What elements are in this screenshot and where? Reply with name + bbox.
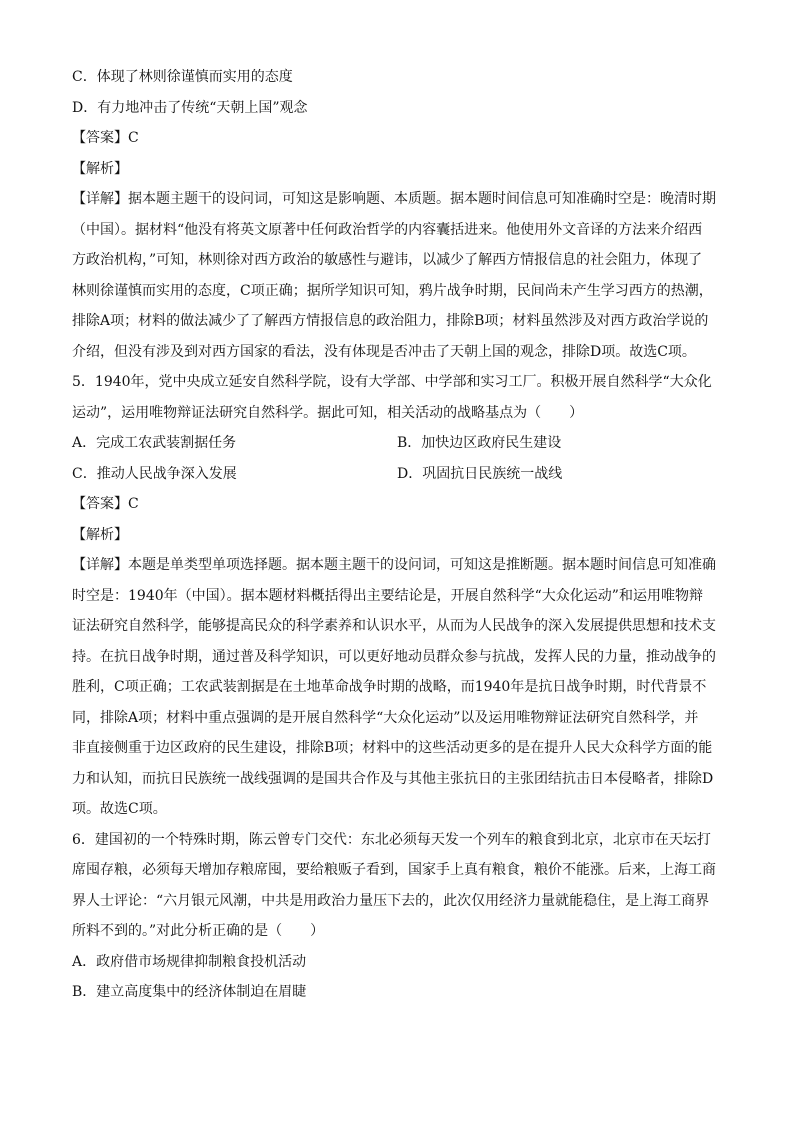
q5-stem-line: 5．1940年，党中央成立延安自然科学院，设有大学部、中学部和实习工厂。积极开展自然科学“大众化 — [72, 374, 712, 390]
q4-detail-line: 【详解】据本题主题干的设问词，可知这是影响题、本质题。据本题时间信息可知准确时空是：晚清时期 — [72, 191, 716, 207]
q5-detail-line: 力和认知，而抗日民族统一战线强调的是国共合作及与其他主张抗日的主张团结抗击日本侵略者，排除D — [72, 770, 714, 787]
q5-option-a: A．完成工农武装割据任务 — [72, 435, 237, 451]
q5-analysis-title: 【解析】 — [72, 526, 128, 543]
q5-answer: 【答案】C — [72, 496, 139, 512]
q5-options-row-2 — [72, 459, 722, 490]
q4-detail-line: 排除A项；材料的做法减少了了解西方情报信息的政治阻力，排除B项；材料虽然涉及对西方政治学说的 — [72, 313, 709, 329]
q6-stem — [72, 825, 722, 947]
q5-stem — [72, 367, 722, 428]
q4-analysis-title: 【解析】 — [72, 160, 128, 177]
q5-detail-line: 持。在抗日战争时期，通过普及科学知识，可以更好地动员群众参与抗战，发挥人民的力量，推动战争的 — [72, 648, 716, 665]
q4-detail-line: 介绍，但没有涉及到对西方国家的看法，没有体现是否冲击了天朝上国的观念，排除D项。故选C项。 — [72, 343, 696, 360]
q6-stem-line: 所料不到的。”对此分析正确的是（ ） — [72, 923, 325, 939]
q6-option-b: B．建立高度集中的经济体制迫在眉睫 — [72, 984, 307, 1000]
q4-detail-line: 方政治机构，”可知，林则徐对西方政治的敏感性与避讳，以减少了解西方情报信息的社会阻力，体现了 — [72, 252, 703, 268]
q5-detail-line: 胜利，C项正确；工农武装割据是在土地革命战争时期的战略，而1940年是抗日战争时期，时代背景不 — [72, 679, 707, 695]
q5-detail-line: 非直接侧重于边区政府的民生建设，排除B项；材料中的这些活动更多的是在提升人民大众科学方面的能 — [72, 740, 713, 756]
q5-detail — [72, 550, 722, 825]
q5-detail-line: 【详解】本题是单类型单项选择题。据本题主题干的设问词，可知这是推断题。据本题时间信息可知准确 — [72, 557, 716, 573]
q4-detail-line: （中国）。据材料“他没有将英文原著中任何政治哲学的内容囊括进来。他使用外文音译的方法来介绍西 — [72, 221, 703, 238]
q5-detail-line: 时空是：1940年（中国）。据本题材料概括得出主要结论是，开展自然科学“大众化运动”和运用唯物辩 — [72, 587, 703, 604]
q5-detail-line: 同，排除A项；材料中重点强调的是开展自然科学“大众化运动”以及运用唯物辩证法研究自然科学，并 — [72, 709, 699, 726]
document-page — [72, 62, 722, 1008]
q5-stem-line: 运动”，运用唯物辩证法研究自然科学。据此可知，相关活动的战略基点为（ ） — [72, 404, 584, 421]
q4-detail — [72, 184, 722, 367]
q4-option-d: D．有力地冲击了传统“天朝上国”观念 — [72, 99, 308, 116]
q6-option-a: A．政府借市场规律抑制粮食投机活动 — [72, 953, 307, 970]
q5-option-b: B．加快边区政府民生建设 — [397, 435, 562, 451]
q5-detail-line: 证法研究自然科学，能够提高民众的科学素养和认识水平，从而为人民战争的深入发展提供思想和技术支 — [72, 618, 716, 634]
q5-options-row-1 — [72, 428, 722, 459]
q6-stem-line: 6．建国初的一个特殊时期，陈云曾专门交代：东北必须每天发一个列车的粮食到北京，北京市在天坛打 — [72, 831, 711, 848]
q6-stem-line: 界人士评论：“六月银元风潮，中共是用政治力量压下去的，此次仅用经济力量就能稳住，是上海工商界 — [72, 892, 710, 909]
q4-detail-line: 林则徐谨慎而实用的态度，C项正确；据所学知识可知，鸦片战争时期，民间尚未产生学习西方的热潮， — [72, 282, 713, 299]
q5-option-d: D．巩固抗日民族统一战线 — [397, 465, 563, 482]
q5-detail-line: 项。故选C项。 — [72, 801, 167, 817]
q4-answer: 【答案】C — [72, 130, 139, 146]
q6-stem-line: 席囤存粮，必须每天增加存粮席囤，要给粮贩子看到，国家手上真有粮食，粮价不能涨。后来，上海工商 — [72, 862, 716, 878]
q5-option-c: C．推动人民战争深入发展 — [72, 465, 237, 482]
q4-option-c: C．体现了林则徐谨慎而实用的态度 — [72, 69, 293, 85]
